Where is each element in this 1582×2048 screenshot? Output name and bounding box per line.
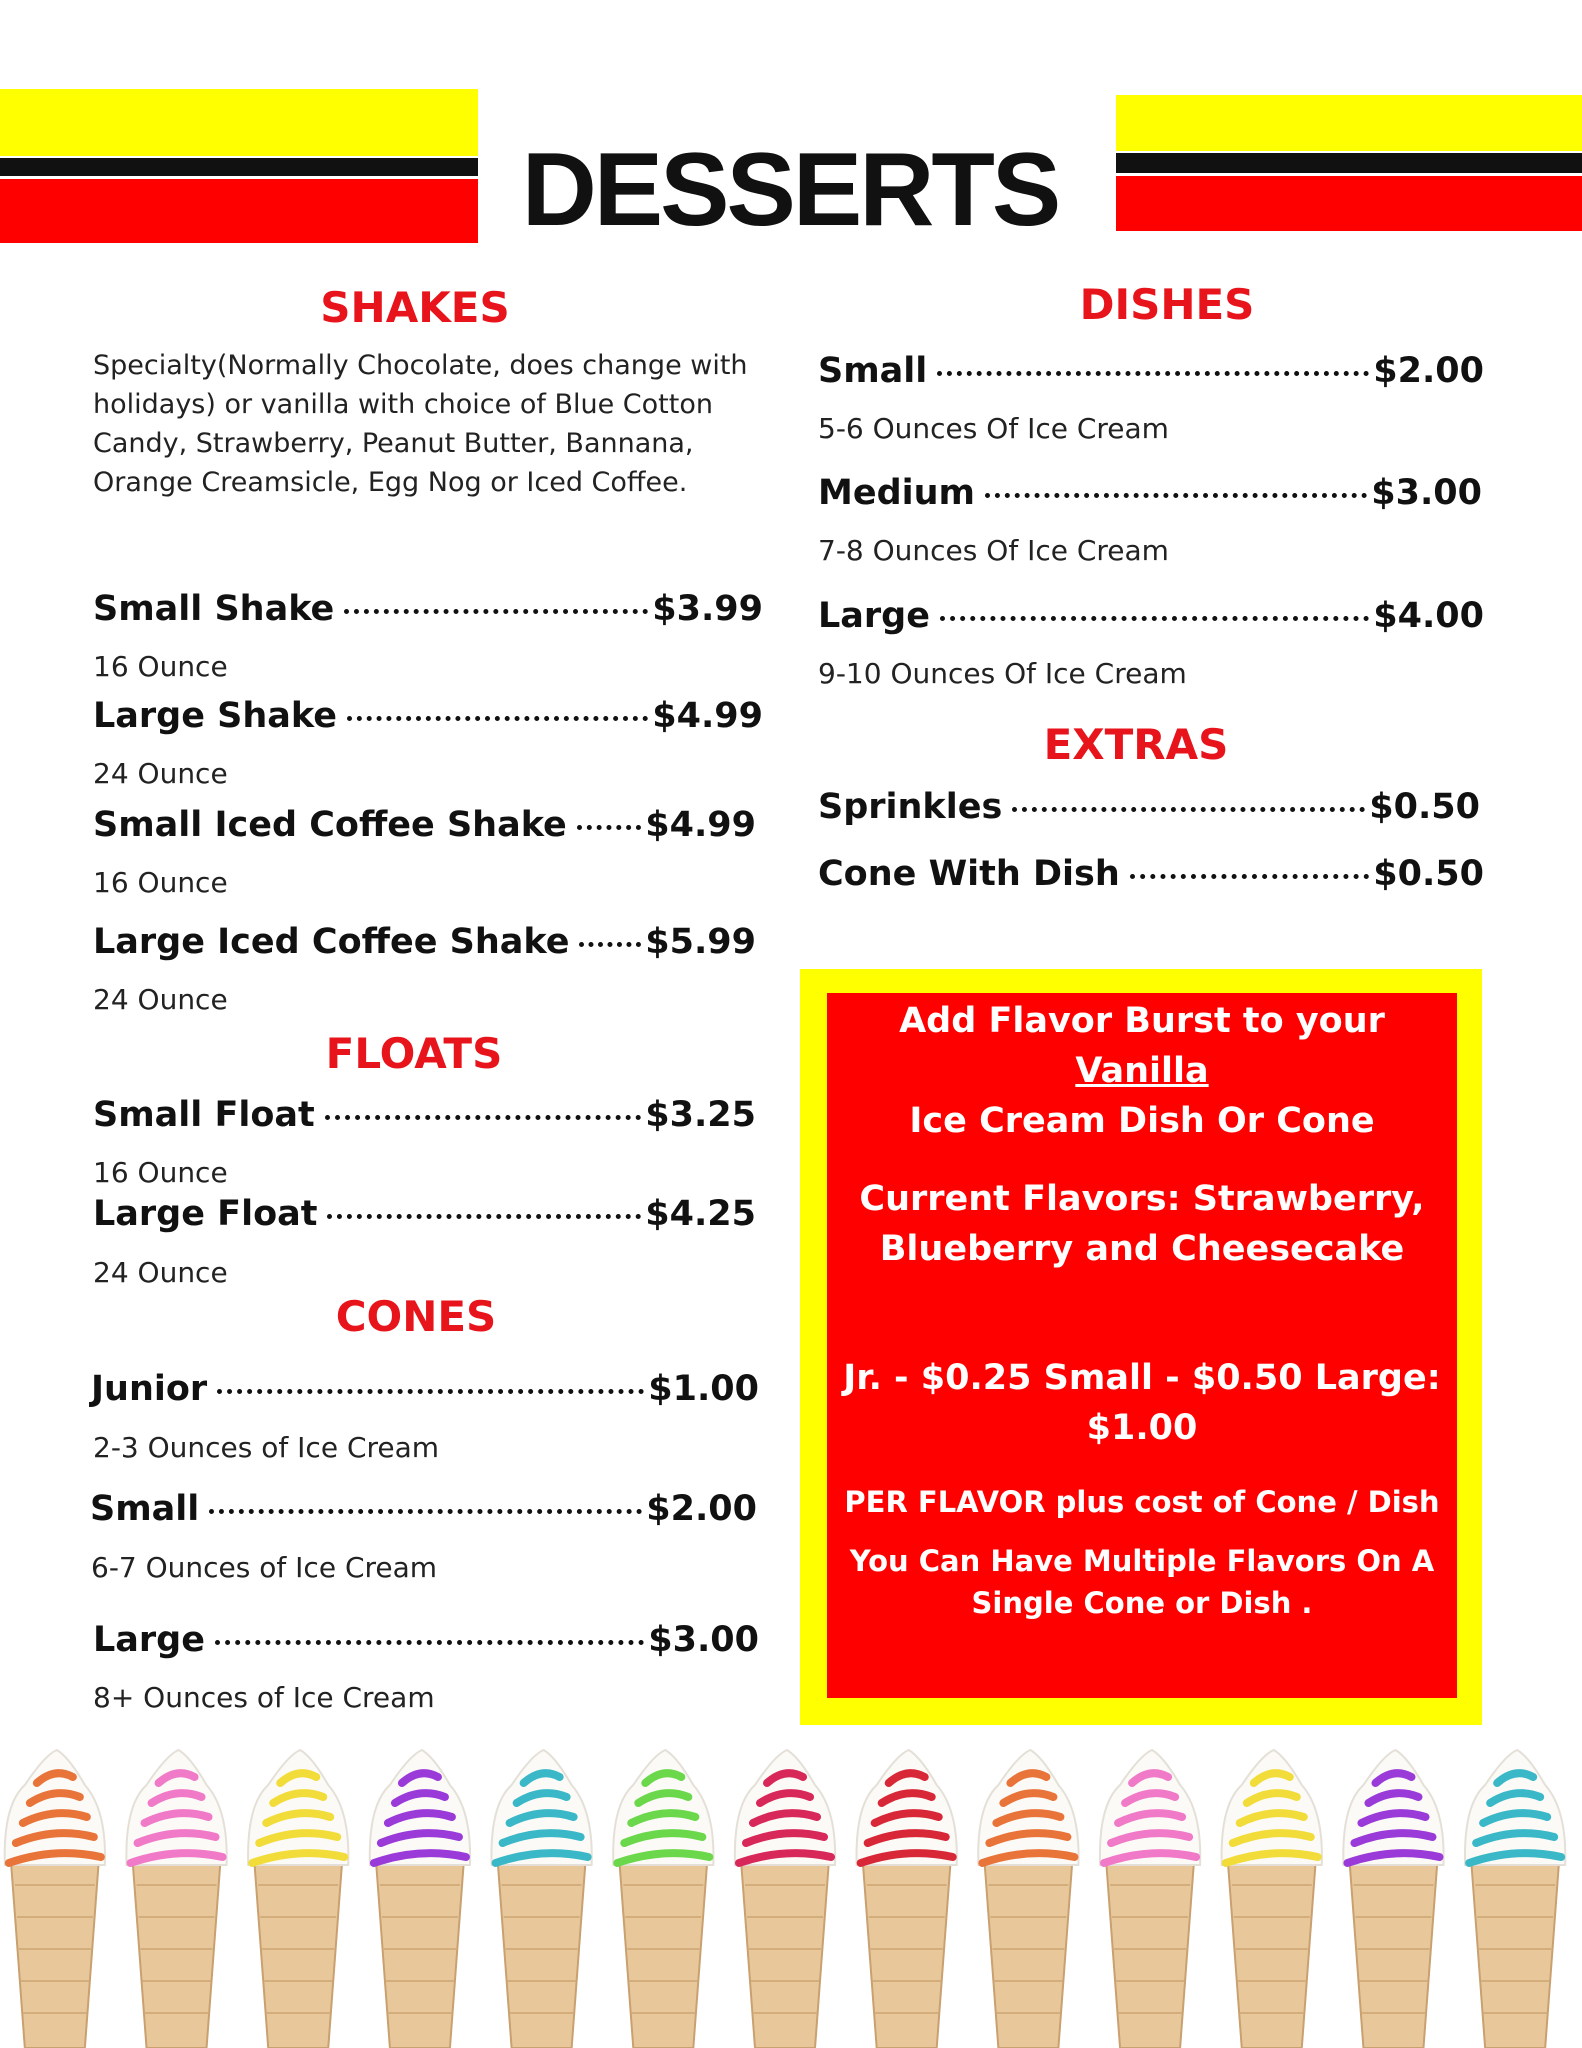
item-price: $1.00: [648, 1369, 759, 1409]
dot-leader: [217, 1389, 644, 1394]
item-detail: 16 Ounce: [93, 1156, 228, 1189]
item-name: Large Iced Coffee Shake: [93, 922, 570, 962]
item-detail: 24 Ounce: [93, 1256, 228, 1289]
menu-item-small-dish: [818, 349, 1484, 393]
promo-multiple-line2: Single Cone or Dish .: [971, 1586, 1313, 1620]
promo-vanilla-underlined: Vanilla: [1075, 1051, 1209, 1091]
item-detail: 24 Ounce: [93, 757, 228, 790]
extras-heading: EXTRAS: [1043, 720, 1229, 769]
ice-cream-cone-icon: [735, 1750, 835, 2048]
shakes-description: Specialty(Normally Chocolate, does change with holidays) or vanilla with choice of Blue Cotton Candy, Strawberry, Peanut Butter, Bannana, Orange Creamsicle, Egg Nog or Iced Coffee.: [93, 350, 748, 498]
ice-cream-cone-icon: [370, 1750, 470, 2048]
item-name: Small: [818, 351, 928, 391]
promo-multiple-flavors: [827, 1540, 1457, 1624]
item-name: Small: [90, 1489, 200, 1529]
item-detail: 5-6 Ounces Of Ice Cream: [818, 412, 1169, 445]
item-name: Junior: [91, 1369, 208, 1409]
item-name: Small Float: [93, 1095, 315, 1135]
promo-pricing: Jr. - $0.25 Small - $0.50 Large: $1.00: [843, 1358, 1441, 1448]
item-detail: 9-10 Ounces Of Ice Cream: [818, 657, 1187, 690]
promo-per-flavor: PER FLAVOR plus cost of Cone / Dish: [844, 1485, 1440, 1519]
item-price: $2.00: [646, 1489, 757, 1529]
ice-cream-cone-icon: [5, 1750, 105, 2048]
ice-cream-cone-icon: [978, 1750, 1078, 2048]
promo-line1-prefix: Add Flavor Burst to your: [899, 1001, 1385, 1041]
item-detail: 7-8 Ounces Of Ice Cream: [818, 534, 1169, 567]
menu-item-junior-cone: [91, 1367, 759, 1411]
ice-cream-cone-icon: [1100, 1750, 1200, 2048]
menu-item-large-iced-coffee-shake: [93, 920, 756, 964]
item-price: $4.25: [645, 1194, 756, 1234]
item-price: $3.25: [645, 1095, 756, 1135]
item-name: Cone With Dish: [818, 854, 1120, 894]
item-price: $3.99: [652, 589, 763, 629]
item-name: Large: [93, 1620, 205, 1660]
item-price: $3.00: [1371, 473, 1482, 513]
item-detail: 6-7 Ounces of Ice Cream: [91, 1551, 438, 1584]
page-title: DESSERTS: [521, 132, 1059, 248]
left-stripe-yellow: [0, 89, 478, 156]
menu-item-small-iced-coffee-shake: [93, 803, 756, 847]
dot-leader: [940, 616, 1369, 621]
item-price: $0.50: [1369, 787, 1480, 827]
ice-cream-cone-icon: [248, 1750, 348, 2048]
promo-flavors-line1: Current Flavors: Strawberry,: [859, 1179, 1425, 1219]
menu-item-medium-dish: [818, 471, 1482, 515]
item-price: $3.00: [648, 1620, 759, 1660]
item-detail: 16 Ounce: [93, 650, 228, 683]
menu-item-sprinkles: [818, 785, 1480, 829]
ice-cream-cone-icon: [1465, 1750, 1565, 2048]
menu-item-large-cone: [93, 1618, 759, 1662]
item-detail: 8+ Ounces of Ice Cream: [93, 1681, 435, 1714]
dot-leader: [937, 371, 1369, 376]
dot-leader: [325, 1115, 642, 1120]
item-name: Large: [818, 596, 930, 636]
item-detail: 2-3 Ounces of Ice Cream: [93, 1431, 440, 1464]
left-stripe-black: [0, 158, 478, 176]
item-price: $4.99: [645, 805, 756, 845]
menu-item-small-cone: [90, 1487, 757, 1531]
item-price: $0.50: [1373, 854, 1484, 894]
promo-current-flavors: [827, 1174, 1457, 1274]
dot-leader: [985, 493, 1367, 498]
dot-leader: [344, 609, 648, 614]
menu-item-small-float: [93, 1093, 756, 1137]
right-stripe-red: [1116, 176, 1582, 231]
menu-item-small-shake: [93, 587, 763, 631]
item-price: $2.00: [1373, 351, 1484, 391]
menu-item-large-float: [93, 1192, 756, 1236]
right-stripe-yellow: [1116, 95, 1582, 151]
ice-cream-cone-icon: [857, 1750, 957, 2048]
dishes-heading: DISHES: [1079, 280, 1255, 329]
item-name: Small Shake: [93, 589, 335, 629]
item-name: Large Shake: [93, 696, 337, 736]
promo-flavors-line2: Blueberry and Cheesecake: [879, 1229, 1405, 1269]
item-detail: 16 Ounce: [93, 866, 228, 899]
promo-line2: Ice Cream Dish Or Cone: [909, 1101, 1375, 1141]
item-name: Small Iced Coffee Shake: [93, 805, 567, 845]
dot-leader: [577, 825, 641, 830]
dot-leader: [347, 716, 648, 721]
ice-cream-cone-icon: [1343, 1750, 1443, 2048]
ice-cream-cones-banner: [0, 1745, 1582, 2048]
item-price: $5.99: [645, 922, 756, 962]
item-name: Large Float: [93, 1194, 318, 1234]
dot-leader: [327, 1214, 641, 1219]
dot-leader: [579, 942, 641, 947]
item-price: $4.00: [1373, 596, 1484, 636]
menu-item-cone-with-dish: [818, 852, 1484, 896]
item-name: Medium: [818, 473, 976, 513]
left-stripe-red: [0, 179, 478, 243]
ice-cream-cone-icon: [613, 1750, 713, 2048]
menu-item-large-shake: [93, 694, 763, 738]
item-detail: 24 Ounce: [93, 983, 228, 1016]
promo-headline: [827, 996, 1457, 1146]
promo-multiple-line1: You Can Have Multiple Flavors On A: [849, 1544, 1435, 1578]
item-price: $4.99: [652, 696, 763, 736]
ice-cream-cone-icon: [1222, 1750, 1322, 2048]
shakes-heading: SHAKES: [320, 283, 510, 332]
ice-cream-cone-icon: [491, 1750, 591, 2048]
right-stripe-black: [1116, 153, 1582, 173]
floats-heading: FLOATS: [325, 1029, 503, 1078]
cones-heading: CONES: [335, 1292, 497, 1341]
dot-leader: [1130, 874, 1369, 879]
item-name: Sprinkles: [818, 787, 1003, 827]
ice-cream-cone-icon: [126, 1750, 226, 2048]
dot-leader: [215, 1640, 644, 1645]
dot-leader: [209, 1509, 642, 1514]
menu-item-large-dish: [818, 594, 1484, 638]
dot-leader: [1012, 807, 1365, 812]
